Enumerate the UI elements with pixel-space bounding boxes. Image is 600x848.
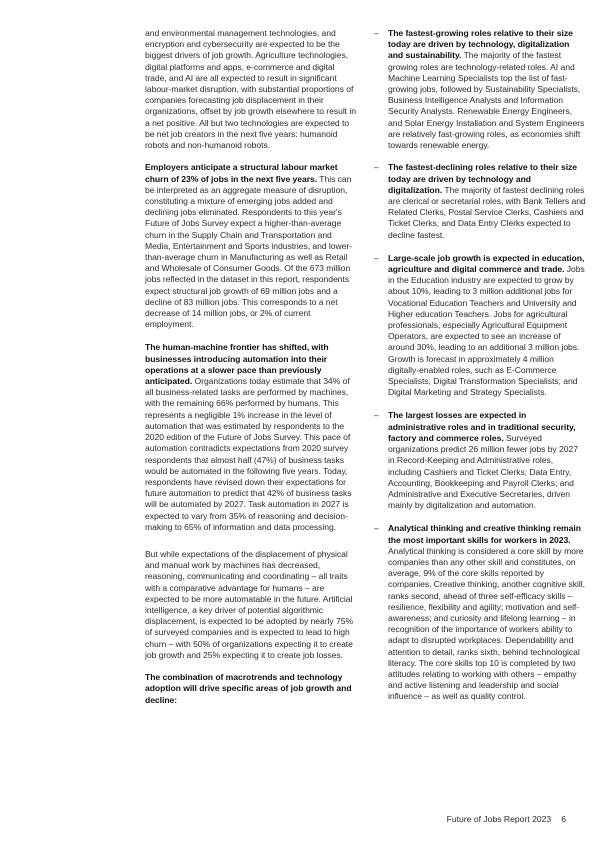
paragraph: Employers anticipate a structural labour market churn of 23% of jobs in the next five years. This can be interpreted as an aggregate measure of disruption, constituting a mixture of emerging jobs added and declining jobs eliminated. Respondents to this year's Future of Jobs Survey expect a higher-than-average churn in the Supply Chain and Transportation and Media, Entertainment and Sports industries, and lower-than-average churn in Manufacturing as well as Retail and Wholesale of Consumer Goods. Of the 673 million jobs reflected in the dataset in this report, respondents expect structural job growth of 69 million jobs and a decline of 83 million jobs. This corresponds to a net decrease of 14 million jobs, or 2% of current employment. (145, 162, 352, 330)
dash-bullet: – (374, 410, 379, 421)
paragraph: The combination of macrotrends and technology adoption will drive specific areas of job growth and decline: (145, 672, 352, 705)
right-column (374, 28, 586, 714)
dash-bullet: – (374, 252, 379, 263)
paragraph: The human-machine frontier has shifted, with businesses introducing automation into their operations at a slower pace than previously anticipated. Organizations today estimate that 34% of all business-related tasks are performed by machines, with the remaining 66% performed by humans. This represents a negligible 1% increase in the level of automation that was estimated by respondents to the 2020 edition of the Future of Jobs Survey. This pace of automation contradicts expectations from 2020 survey respondents that almost half (47%) of business tasks would be automated in the following five years. Today, respondents have revised down their expectations for future automation to predict that 42% of business tasks will be automated by 2027. Task automation in 2027 is expected to vary from 35% of reasoning and decision-making to 65% of information and data processing. (145, 342, 352, 532)
list-item: – The largest losses are expected in administrative roles and in traditional security, factory and commerce roles. Surveyed organizations predict 26 million fewer jobs by 2027 in Record-Keeping and Administrative roles, including Cashiers and Ticket Clerks; Data Entry, Accounting, Bookkeeping and Payroll Clerks; and Administrative and Executive Secretaries, driven mainly by digitalization and automation. (374, 410, 578, 511)
dash-bullet: – (374, 28, 379, 38)
list-item: – Large-scale job growth is expected in education, agriculture and digital commerce and trade. Jobs in the Education industry are expected to grow by about 10%, leading to 3 million additional jobs for Vocational Education Teachers and University and Higher education Teachers. Jobs for agricultural professionals, especially Agricultural Equipment Operators, are expected to see an increase of around 30%, leading to an additional 3 million jobs. Growth is forecast in approximately 4 million digitally-enabled roles, such as E-Commerce Specialists, Digital Transformation Specialists, and Digital Marketing and Strategy Specialists. (374, 252, 585, 398)
report-title: Future of Jobs Report 2023 (446, 814, 552, 824)
list-item: – The fastest-declining roles relative to their size today are driven by technology and digitalization. The majority of fastest declining roles are clerical or secretarial roles, with Bank Tellers and Related Clerks, Postal Service Clerks, Cashiers and Ticket Clerks, and Data Entry Clerks expected to decline fastest. (374, 162, 586, 240)
paragraph: But while expectations of the displacement of physical and manual work by machines has decreased, reasoning, communicating and coordinating – all traits with a comparative advantage for humans – are expected to be more automatable in the future. Artificial intelligence, a key driver of potential algorithmic displacement, is expected to be adopted by nearly 75% of surveyed companies and is expected to lead to high churn – with 50% of organizations expecting it to create job growth and 25% expecting it to create job losses. (145, 548, 354, 660)
left-column (145, 28, 357, 717)
page-footer (447, 814, 566, 824)
dash-bullet: – (374, 523, 379, 534)
list-item: – The fastest-growing roles relative to their size today are driven by technology, digitalization and sustainability. The majority of the fastest growing roles are technology-related roles. AI and Machine Learning Specialists top the list of fast-growing jobs, followed by Sustainability Specialists, Business Intelligence Analysts and Information Security Analysts. Renewable Energy Engineers, and Solar Energy Installation and System Engineers are relatively fast-growing roles, as economies shift towards renewable energy. (374, 28, 585, 151)
page-number: 6 (561, 814, 566, 824)
paragraph: and environmental management technologies, and encryption and cybersecurity are expected to be the biggest drivers of job growth. Agriculture technologies, digital platforms and apps, e-commerce and digital trade, and AI are all expected to result in significant labour-market disruption, with substantial proportions of companies forecasting job displacement in their organizations, offset by job growth elsewhere to result in a net positive. All but two technologies are expected to be net job creators in the next five years: humanoid robots and non-humanoid robots. (145, 28, 356, 151)
dash-bullet: – (374, 162, 379, 173)
list-item: – Analytical thinking and creative thinking remain the most important skills for workers in 2023. Analytical thinking is considered a core skill by more companies than any other skill and constitutes, on average, 9% of the core skills reported by companies. Creative thinking, another cognitive skill, ranks second, ahead of three self-efficacy skills – resilience, flexibility and agility; motivation and self-awareness; and curiosity and lifelong learning – in recognition of the importance of workers ability to adapt to disrupted workplaces. Dependability and attention to detail, ranks sixth, behind technological literacy. The core skills top 10 is completed by two attitudes relating to working with others – empathy and active listening and leadership and social influence – as well as quality control. (374, 523, 585, 702)
